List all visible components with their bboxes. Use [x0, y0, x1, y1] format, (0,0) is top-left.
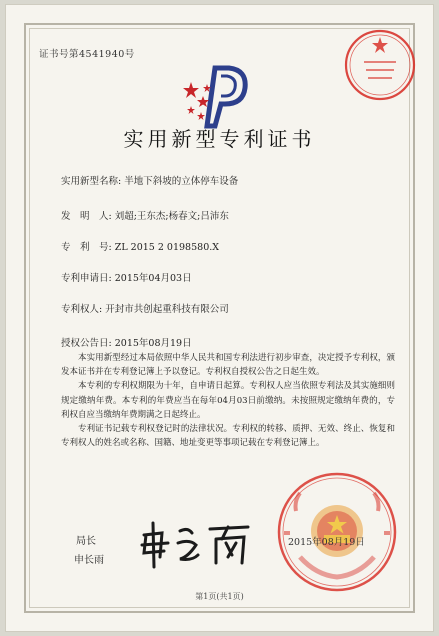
field-utility-model-name: [61, 173, 238, 187]
certificate-page: [5, 4, 434, 632]
field-value: ZL 2015 2 0198580.X: [114, 242, 220, 253]
field-label: 实用新型名称:: [61, 176, 122, 187]
field-filing-date: [61, 270, 192, 284]
field-value: 半地下斜坡的立体停车设备: [124, 176, 239, 187]
field-inventors: [61, 208, 229, 222]
signatory-name: 申长雨: [74, 555, 104, 566]
national-seal-icon: [276, 471, 398, 593]
field-value: 2015年08月19日: [114, 338, 192, 349]
field-label: 专利权人:: [61, 304, 103, 315]
certificate-title: 实用新型专利证书: [123, 127, 316, 151]
field-label: 专利申请日:: [61, 273, 112, 284]
sipo-logo-icon: [177, 60, 261, 130]
field-value: 刘超;王东杰;杨春文;吕沛东: [114, 211, 229, 222]
certificate-number: 证书号第4541940号: [39, 49, 135, 60]
agency-stamp-icon: [342, 27, 418, 103]
field-value: 开封市共创起重科技有限公司: [105, 304, 229, 315]
page-footer: 第1页(共1页): [195, 592, 244, 601]
field-label: 专 利 号:: [61, 242, 112, 253]
field-grant-date: [61, 335, 192, 349]
paragraph-legal-status: 专利证书记载专利权登记时的法律状况。专利权的转移、质押、无效、终止、恢复和专利权人的姓名或名称、国籍、地址变更等事项记载在专利登记簿上。: [61, 424, 395, 449]
field-value: 2015年04月03日: [114, 273, 192, 284]
handwritten-signature: [136, 517, 256, 569]
signatory-title: 局长: [76, 536, 96, 547]
seal-date: 2015年08月19日: [288, 537, 365, 548]
certificate-body: [61, 351, 395, 450]
field-patent-number: [61, 239, 219, 253]
field-label: 发 明 人:: [61, 211, 112, 222]
paragraph-term: 本专利的专利权期限为十年，自申请日起算。专利权人应当依照专利法及其实施细则规定缴纳年费。本专利的年费应当在每年04月03日前缴纳。未按照规定缴纳年费的，专利权自应当缴纳年费期满之日起终止。: [61, 381, 395, 420]
field-patentee: [61, 301, 229, 315]
field-label: 授权公告日:: [61, 338, 112, 349]
paragraph-grant: 本实用新型经过本局依照中华人民共和国专利法进行初步审查，决定授予专利权，颁发本证书并在专利登记簿上予以登记。专利权自授权公告之日起生效。: [61, 353, 395, 378]
